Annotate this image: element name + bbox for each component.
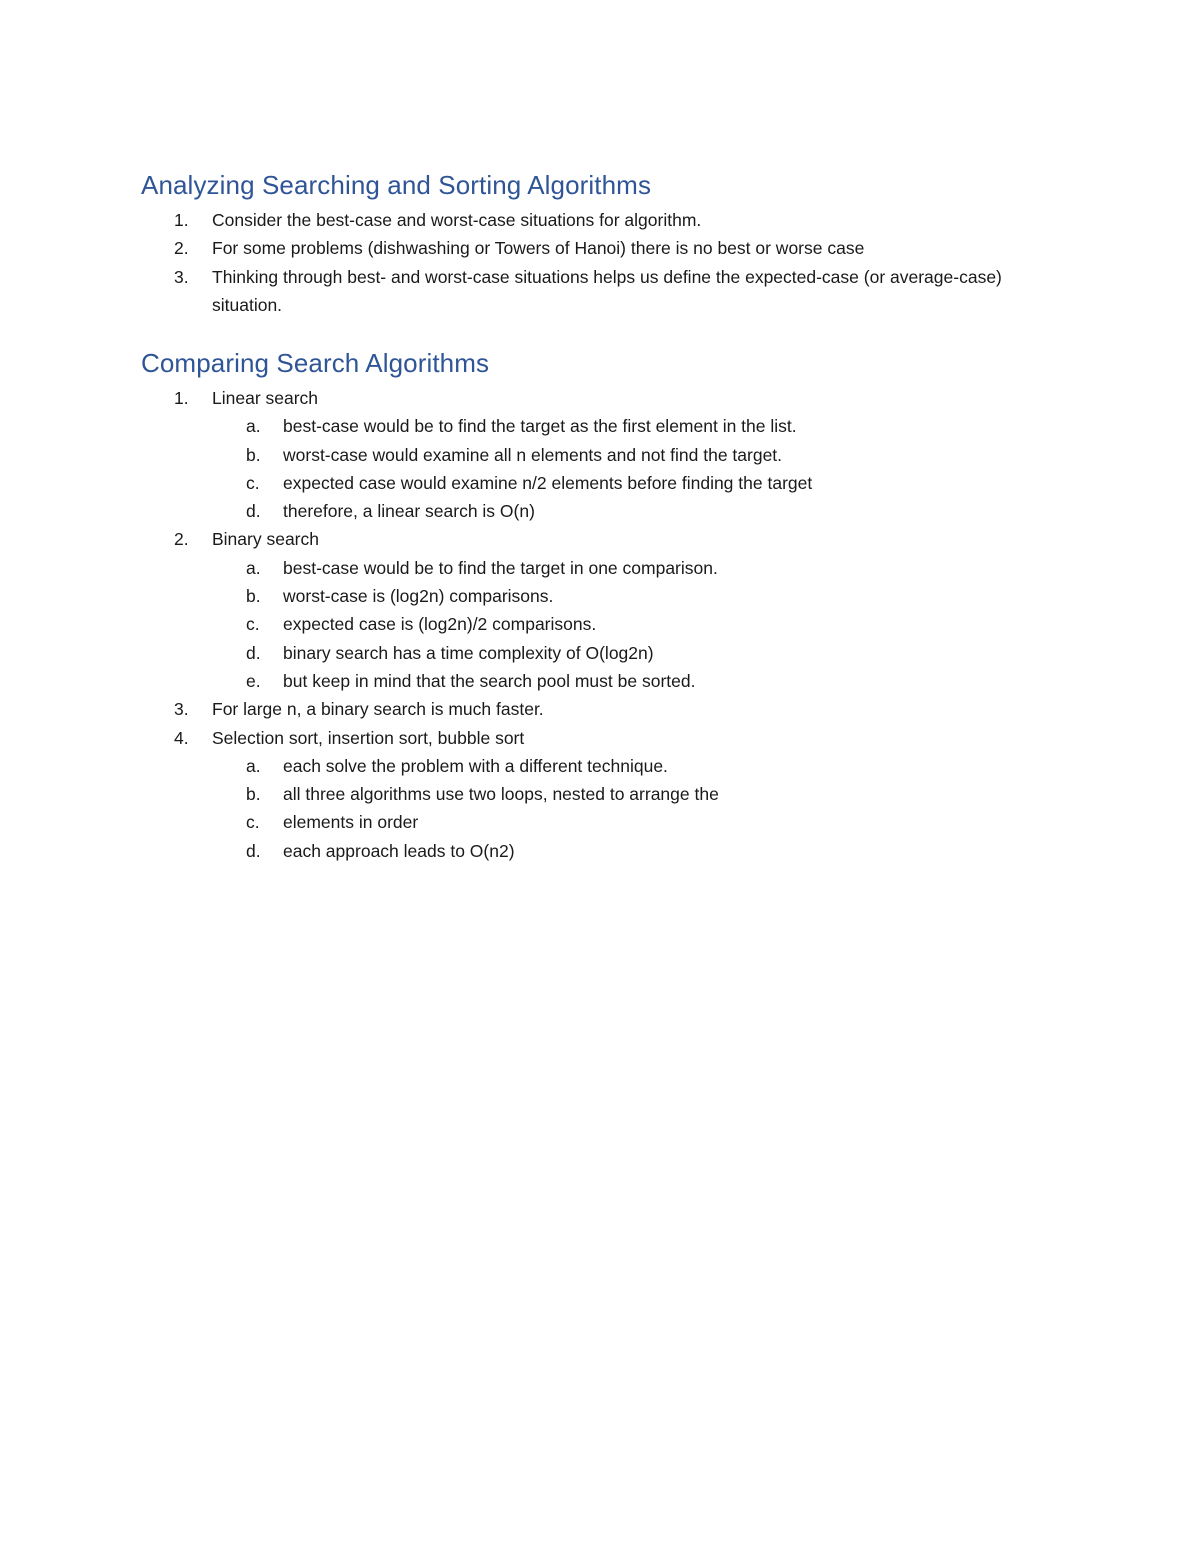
list-item-text: Thinking through best- and worst-case situations helps us define the expected-case (or average-case) situation. [212, 266, 1002, 315]
sub-list-item [212, 554, 1071, 582]
list-letter: c. [246, 812, 260, 833]
list-number: 2. [174, 238, 189, 259]
list-item-text: Binary search [212, 529, 319, 550]
sub-list-item [212, 610, 1071, 638]
sub-item-text: best-case would be to find the target in one comparison. [283, 557, 718, 578]
list-item [141, 263, 1071, 320]
list-letter: a. [246, 557, 261, 578]
sub-item-text: expected case would examine n/2 elements before finding the target [283, 472, 813, 493]
list-letter: c. [246, 472, 260, 493]
list-number: 1. [174, 210, 189, 230]
sub-item-text: but keep in mind that the search pool must be sorted. [283, 670, 696, 691]
sub-list [212, 412, 1071, 525]
list-number: 3. [174, 266, 189, 287]
sub-list-item [212, 780, 1071, 808]
sub-item-text: therefore, a linear search is O(n) [283, 501, 535, 522]
sub-item-text: each approach leads to O(n2) [283, 840, 515, 861]
list-letter: b. [246, 784, 261, 805]
list-item [141, 234, 1071, 262]
sub-item-text: elements in order [283, 812, 419, 833]
sub-list-item [212, 497, 1071, 525]
list-item-text: For some problems (dishwashing or Towers of Hanoi) there is no best or worse case [212, 238, 865, 259]
list-letter: e. [246, 670, 261, 691]
sub-list-item [212, 752, 1071, 780]
sub-list-item [212, 837, 1071, 865]
list-item-text: Selection sort, insertion sort, bubble sort [212, 727, 525, 748]
sub-item-text: each solve the problem with a different technique. [283, 755, 668, 776]
sub-list-item [212, 808, 1071, 836]
list-item [141, 724, 1071, 865]
list-number: 4. [174, 727, 189, 748]
list-letter: a. [246, 416, 261, 437]
numbered-list [141, 384, 1071, 865]
section-comparing [141, 346, 1071, 865]
list-letter: a. [246, 755, 261, 776]
list-item-text: Consider the best-case and worst-case situations for algorithm. [212, 210, 702, 230]
list-item-text: Linear search [212, 388, 319, 408]
sub-item-text: worst-case would examine all n elements and not find the target. [283, 444, 783, 465]
sub-list [212, 752, 1071, 865]
list-letter: c. [246, 614, 260, 635]
sub-list-item [212, 667, 1071, 695]
list-item [141, 525, 1071, 695]
list-number: 1. [174, 388, 189, 408]
sub-item-text: worst-case is (log2n) comparisons. [283, 586, 554, 607]
sub-list-item [212, 639, 1071, 667]
list-letter: d. [246, 642, 261, 663]
list-letter: d. [246, 501, 261, 522]
list-number: 2. [174, 529, 189, 550]
sub-item-text: expected case is (log2n)/2 comparisons. [283, 614, 597, 635]
section-heading: Analyzing Searching and Sorting Algorithms [141, 170, 652, 200]
list-letter: b. [246, 444, 261, 465]
list-item [141, 384, 1071, 525]
sub-item-text: all three algorithms use two loops, nested to arrange the [283, 784, 719, 805]
section-analyzing [141, 168, 1071, 319]
sub-list-item [212, 412, 1071, 440]
list-number: 3. [174, 699, 189, 720]
list-item-text: For large n, a binary search is much faster. [212, 699, 544, 720]
numbered-list [141, 206, 1071, 319]
list-item [141, 695, 1071, 723]
sub-list [212, 554, 1071, 695]
sub-list-item [212, 441, 1071, 469]
list-letter: b. [246, 586, 261, 607]
sub-item-text: best-case would be to find the target as the first element in the list. [283, 416, 797, 437]
section-heading: Comparing Search Algorithms [141, 348, 490, 378]
list-item [141, 206, 1071, 234]
sub-item-text: binary search has a time complexity of O(log2n) [283, 642, 654, 663]
sub-list-item [212, 469, 1071, 497]
list-letter: d. [246, 840, 261, 861]
sub-list-item [212, 582, 1071, 610]
